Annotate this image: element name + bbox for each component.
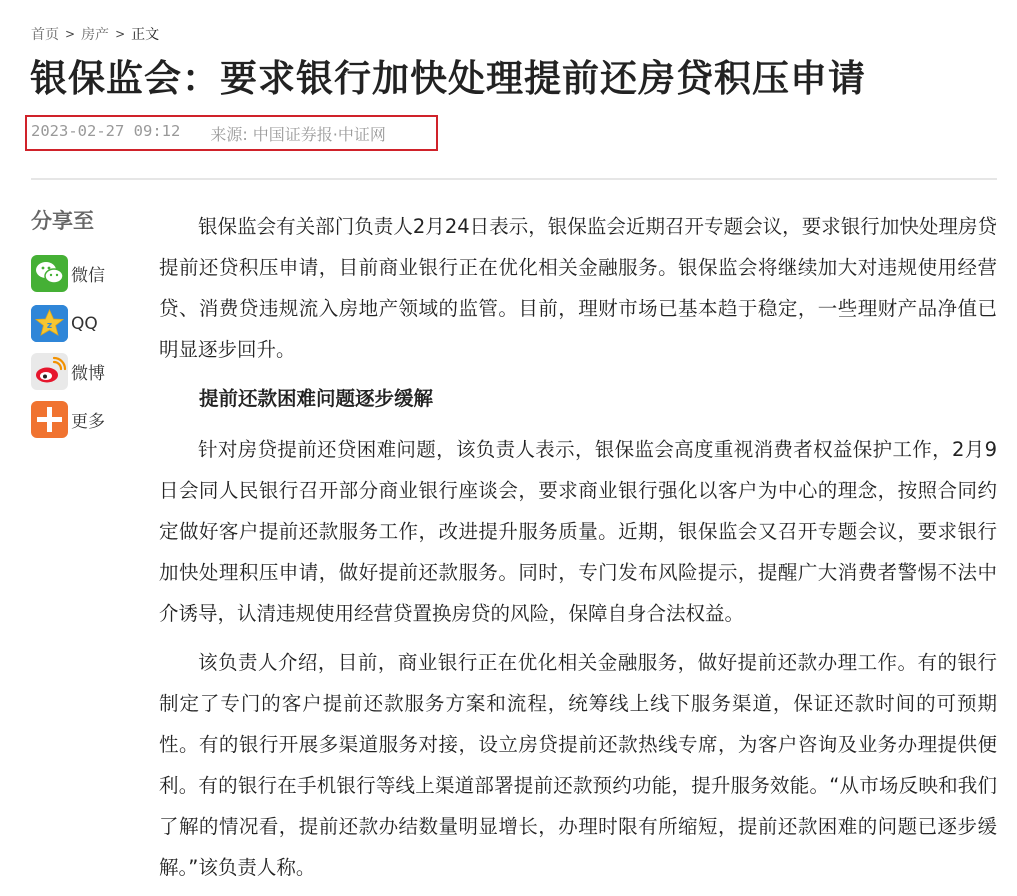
- share-weibo-button[interactable]: [31, 353, 105, 390]
- breadcrumb: [31, 24, 159, 44]
- article-subheading: 提前还款困难问题逐步缓解: [199, 387, 434, 410]
- breadcrumb-separator: >: [115, 27, 126, 41]
- breadcrumb-section-link[interactable]: 房产: [81, 27, 110, 43]
- article-paragraph: 银保监会有关部门负责人2月24日表示，银保监会近期召开专题会议，要求银行加快处理房贷提前还贷积压申请，目前商业银行正在优化相关金融服务。银保监会将继续加大对违规使用经营贷、消费贷违规流入房地产领域的监管。目前，理财市场已基本趋于稳定，一些理财产品净值已明显逐步回升。: [159, 215, 997, 361]
- breadcrumb-home-link[interactable]: 首页: [31, 27, 59, 43]
- header-divider: [31, 178, 997, 180]
- qq-icon: [31, 305, 68, 342]
- article-body: [159, 206, 997, 896]
- share-title: 分享至: [31, 209, 94, 233]
- wechat-icon: [31, 255, 68, 292]
- breadcrumb-current: 正文: [131, 27, 160, 43]
- article-title: 银保监会：要求银行加快处理提前还房贷积压申请: [30, 57, 866, 100]
- weibo-icon: [31, 353, 68, 390]
- plus-icon: [31, 401, 68, 438]
- publish-date: 2023-02-27 09:12: [31, 122, 181, 140]
- share-more-button[interactable]: [31, 401, 105, 438]
- svg-text:z: z: [46, 321, 53, 331]
- article-paragraph: 该负责人介绍，目前，商业银行正在优化相关金融服务，做好提前还款办理工作。有的银行制定了专门的客户提前还款服务方案和流程，统筹线上线下服务渠道，保证还款时间的可预期性。有的银行开展多渠道服务对接，设立房贷提前还款热线专席，为客户咨询及业务办理提供便利。有的银行在手机银行等线上渠道部署提前还款预约功能，提升服务效能。“从市场反映和我们了解的情况看，提前还款办结数量明显增长，办理时限有所缩短，提前还款困难的问题已逐步缓解。”该负责人称。: [159, 651, 997, 879]
- share-qq-label: QQ: [71, 313, 98, 334]
- article-meta: [31, 122, 386, 145]
- article-paragraph: 针对房贷提前还贷困难问题，该负责人表示，银保监会高度重视消费者权益保护工作，2月9日会同人民银行召开部分商业银行座谈会，要求商业银行强化以客户为中心的理念，按照合同约定做好客户提前还款服务工作，改进提升服务质量。近期，银保监会又召开专题会议，要求银行加快处理积压申请，做好提前还款服务。同时，专门发布风险提示，提醒广大消费者警惕不法中介诱导，认清违规使用经营贷置换房贷的风险，保障自身合法权益。: [159, 438, 997, 625]
- breadcrumb-separator: >: [65, 27, 76, 41]
- share-more-label: 更多: [71, 412, 105, 432]
- share-wechat-label: 微信: [71, 266, 105, 286]
- share-qq-button[interactable]: [31, 305, 98, 342]
- article-source: 来源: 中国证券报·中证网: [210, 125, 386, 144]
- share-wechat-button[interactable]: [31, 255, 105, 292]
- share-weibo-label: 微博: [71, 364, 105, 384]
